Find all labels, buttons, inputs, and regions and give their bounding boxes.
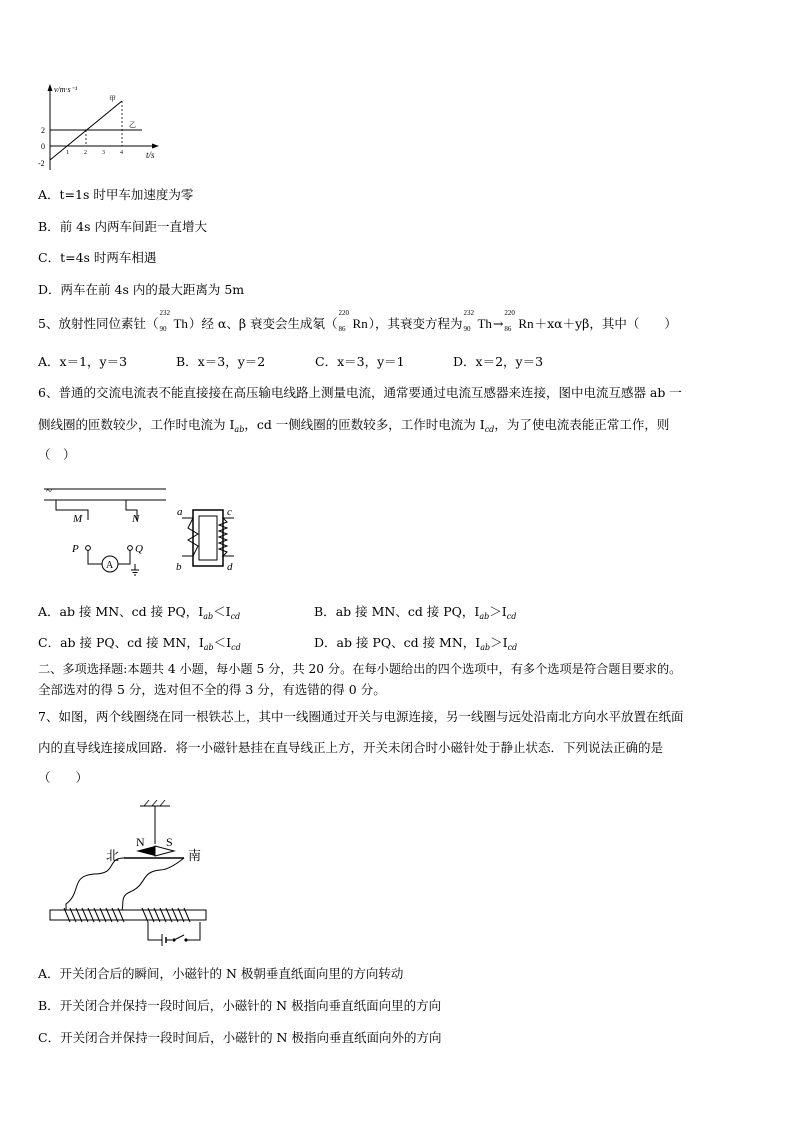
option-text: x＝2，y＝3 <box>475 354 544 369</box>
coil-cd <box>219 518 234 556</box>
q5-text-4: ＋xα＋yβ，其中（ ） <box>534 316 677 331</box>
q5-option-d[interactable] <box>453 354 543 370</box>
switch-blade <box>174 935 184 940</box>
option-sub-1: ab <box>479 612 490 621</box>
radon-isotope <box>338 309 368 333</box>
th-z: 90 <box>159 325 167 333</box>
option-letter: A． <box>38 187 60 202</box>
label-P: P <box>72 543 79 555</box>
q7-option-c[interactable] <box>38 1030 441 1046</box>
section2-heading-line1: 二、多项选择题:本题共 4 小题，每小题 5 分，共 20 分。在每小题给出的四个选项中，有多个选项是符合题目要求的。 <box>38 662 682 676</box>
option-text: 开关闭合并保持一段时间后，小磁针的 N 极指向垂直纸面向里的方向 <box>59 998 442 1013</box>
option-letter: D． <box>453 354 476 369</box>
label-M: M <box>73 513 83 525</box>
x-axis-label: t/s <box>146 150 155 160</box>
equation-thorium <box>463 309 492 333</box>
ammeter-label: A <box>106 560 114 571</box>
eq-rn-z: 86 <box>504 325 512 333</box>
option-sub-1: ab <box>480 643 491 652</box>
x-tick-2: 2 <box>84 150 87 156</box>
eq-rn-symbol: Rn <box>518 316 534 331</box>
option-sub-2: cd <box>506 612 517 621</box>
y-tick-2: 2 <box>41 126 45 135</box>
option-letter: C． <box>38 635 61 650</box>
q4-option-c[interactable] <box>38 250 156 266</box>
q6-circuit-figure <box>40 484 240 580</box>
battery-circuit-wire <box>148 922 162 940</box>
option-sub-2: cd <box>231 643 241 652</box>
option-relation: ＞I <box>489 604 507 619</box>
option-letter: B． <box>38 998 60 1013</box>
south-label: 南 <box>188 848 202 863</box>
option-text: x＝3，y＝2 <box>197 354 266 369</box>
th-symbol: Th <box>173 316 188 331</box>
q6-stem-line1: 6、普通的交流电流表不能直接接在高压输电线路上测量电流，通常要通过电流互感器来连接，图中电流互感器 ab 一 <box>38 385 682 400</box>
needle-s-label: S <box>166 835 173 849</box>
hatch-3 <box>160 800 165 806</box>
ammeter-wire-right <box>118 550 130 564</box>
option-letter: C． <box>38 1030 61 1045</box>
q6-option-b[interactable] <box>314 604 516 625</box>
jia-label: 甲 <box>109 95 116 103</box>
y-axis-arrow <box>48 84 53 91</box>
section2-heading-line2: 全部选对的得 5 分，选对但不全的得 3 分，有选错的得 0 分。 <box>38 682 386 697</box>
option-letter: D． <box>38 282 61 297</box>
label-b: b <box>176 561 182 573</box>
option-sub-1: ab <box>203 643 214 652</box>
option-letter: D． <box>314 635 337 650</box>
hatch-1 <box>144 800 149 806</box>
hatch-2 <box>152 800 157 806</box>
rn-symbol: Rn <box>352 316 368 331</box>
ammeter-wire-left <box>88 550 102 564</box>
q7-answer-blank: （ ） <box>38 770 89 785</box>
q5-text-3: ），其衰变方程为 <box>368 316 463 331</box>
option-letter: C． <box>315 354 338 369</box>
q5-option-c[interactable] <box>315 354 405 370</box>
terminal-Q <box>128 546 133 551</box>
option-sub-1: ab <box>203 612 214 621</box>
option-text: t=1s 时甲车加速度为零 <box>59 187 194 202</box>
option-letter: A． <box>38 354 60 369</box>
q6-text-b: ，cd 一侧线圈的匝数较多，工作时电流为 I <box>244 417 485 432</box>
q4-option-d[interactable] <box>38 282 244 298</box>
option-text: 开关闭合并保持一段时间后，小磁针的 N 极指向垂直纸面向外的方向 <box>60 1030 442 1045</box>
q6-text-a: 侧线圈的匝数较少，工作时电流为 I <box>38 417 235 432</box>
q5-stem <box>38 309 677 333</box>
x-axis-arrow <box>152 144 159 149</box>
option-text: 开关闭合后的瞬间，小磁针的 N 极朝垂直纸面向里的方向转动 <box>59 966 404 981</box>
north-label: 北 <box>106 848 120 863</box>
q4-vt-graph <box>28 82 168 174</box>
option-sub-2: cd <box>507 643 518 652</box>
q7-option-a[interactable] <box>38 966 403 982</box>
equation-radon <box>504 309 534 333</box>
eq-rn-mass: 220 <box>504 309 515 317</box>
option-text: ab 接 PQ、cd 接 MN，I <box>60 635 204 650</box>
wire-M <box>56 500 88 520</box>
q4-option-b[interactable] <box>38 219 207 235</box>
q5-text-2: ）经 α、β 衰变会生成氡（ <box>188 316 338 331</box>
option-text: t=4s 时两车相遇 <box>60 250 157 265</box>
q6-sub-ab: ab <box>234 425 245 434</box>
ac-tilde: ~ <box>46 485 52 497</box>
option-text: x＝1，y＝3 <box>59 354 128 369</box>
q7-option-b[interactable] <box>38 998 441 1014</box>
q6-answer-blank: （ ） <box>38 447 76 462</box>
option-letter: B． <box>314 604 336 619</box>
q6-option-d[interactable] <box>314 635 517 656</box>
label-Q: Q <box>135 543 143 555</box>
q5-option-a[interactable] <box>38 354 127 370</box>
option-text: x＝3，y＝1 <box>337 354 405 369</box>
option-relation: ＜I <box>213 635 232 650</box>
q6-text-c: ，为了使电流表能正常工作，则 <box>494 417 670 432</box>
y-axis-label: v/m·s⁻¹ <box>54 85 78 94</box>
y-tick-0: 0 <box>41 142 45 151</box>
option-letter: B． <box>38 219 60 234</box>
transformer-core-outer <box>193 510 223 566</box>
option-sub-2: cd <box>230 612 241 621</box>
label-N: N <box>132 513 140 525</box>
option-relation: ＞I <box>490 635 508 650</box>
option-text: ab 接 MN、cd 接 PQ，I <box>335 604 480 619</box>
option-letter: A． <box>38 966 60 981</box>
x-tick-4: 4 <box>120 150 123 156</box>
option-letter: C． <box>38 250 61 265</box>
option-text: ab 接 MN、cd 接 PQ，I <box>59 604 204 619</box>
x-tick-1: 1 <box>66 150 69 156</box>
y-tick-neg2: -2 <box>38 159 45 168</box>
label-c: c <box>227 506 232 518</box>
wire-left-loop <box>66 858 124 910</box>
q6-sub-cd: cd <box>484 425 495 434</box>
option-text: 两车在前 4s 内的最大距离为 5m <box>60 282 245 297</box>
eq-th-symbol: Th <box>477 316 492 331</box>
label-a: a <box>177 506 183 518</box>
reaction-arrow: → <box>492 316 504 331</box>
eq-th-mass: 232 <box>463 309 474 317</box>
terminal-P <box>86 546 91 551</box>
q4-option-a[interactable] <box>38 187 193 203</box>
yi-label: 乙 <box>129 121 136 129</box>
needle-n-label: N <box>136 835 145 849</box>
q6-option-a[interactable] <box>38 604 240 625</box>
option-text: ab 接 PQ、cd 接 MN，I <box>336 635 481 650</box>
q6-option-c[interactable] <box>38 635 241 656</box>
thorium-isotope <box>159 309 188 333</box>
coil-ab <box>182 518 198 556</box>
eq-th-z: 90 <box>463 325 471 333</box>
option-relation: ＜I <box>213 604 231 619</box>
option-text: 前 4s 内两车间距一直增大 <box>59 219 208 234</box>
option-letter: B． <box>176 354 198 369</box>
rn-z: 86 <box>338 325 346 333</box>
q7-stem-line2: 内的直导线连接成回路．将一小磁针悬挂在直导线正上方，开关未闭合时小磁针处于静止状态．下列说法正确的是 <box>38 740 664 755</box>
transformer-core-inner <box>199 516 217 560</box>
option-letter: A． <box>38 604 60 619</box>
wire-right-loop <box>122 858 184 910</box>
q7-stem-line1: 7、如图，两个线圈绕在同一根铁芯上，其中一线圈通过开关与电源连接，另一线圈与远处沿南北方向水平放置在纸面 <box>38 709 684 724</box>
q6-stem-line2 <box>38 417 669 438</box>
label-d: d <box>227 561 233 573</box>
rn-mass: 220 <box>338 309 350 317</box>
battery-return-wire <box>186 922 200 940</box>
th-mass: 232 <box>159 309 170 317</box>
q5-option-b[interactable] <box>176 354 265 370</box>
x-tick-3: 3 <box>102 150 105 156</box>
q7-coil-figure <box>44 800 214 950</box>
q5-text-1: 5、放射性同位素钍（ <box>38 316 159 331</box>
